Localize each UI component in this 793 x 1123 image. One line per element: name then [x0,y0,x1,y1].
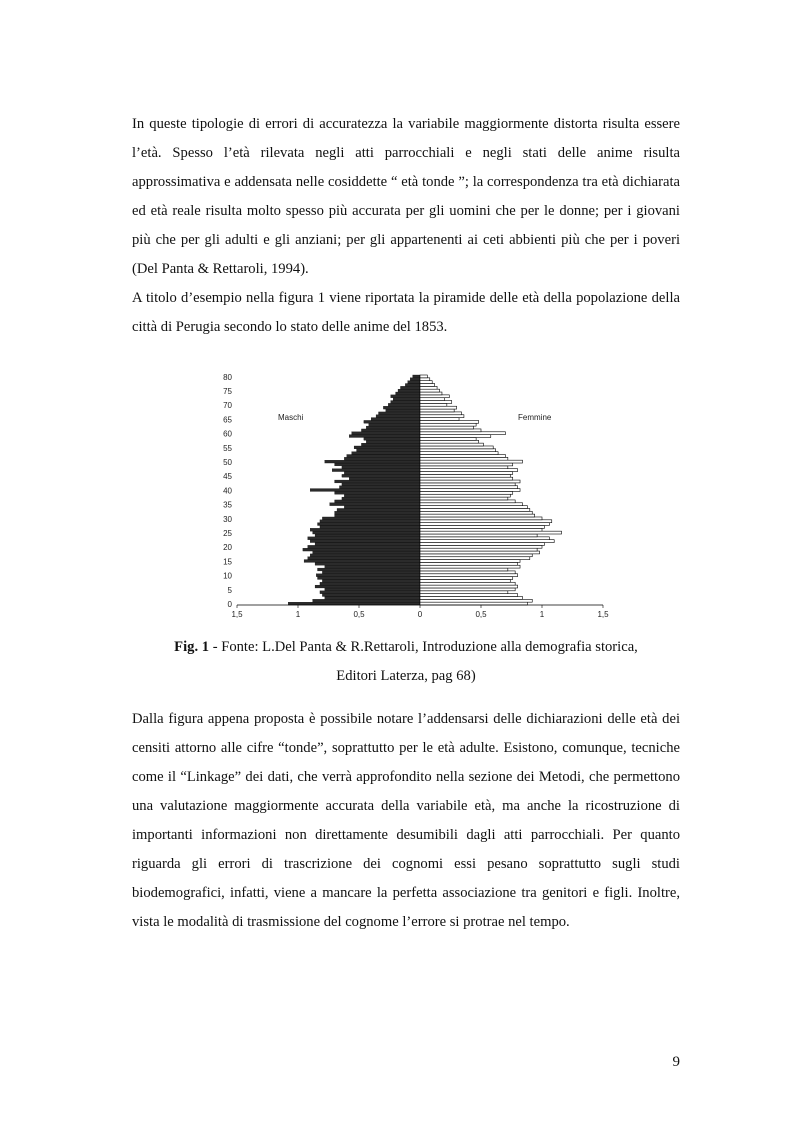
bar-male-age-51 [344,457,420,460]
bar-male-age-34 [344,506,420,509]
bar-female-age-15 [420,560,520,563]
bar-female-age-54 [420,449,496,452]
bar-female-age-38 [420,494,510,497]
bar-male-age-35 [330,503,420,506]
bar-female-age-36 [420,500,515,503]
bar-male-age-55 [354,446,420,449]
legend-label-femmine: Femmine [518,413,552,422]
bar-male-age-41 [339,486,420,489]
bar-female-age-55 [420,446,493,449]
bar-female-age-5 [420,588,515,591]
y-tick-label: 25 [223,529,232,539]
bar-female-age-20 [420,545,542,548]
bar-male-age-27 [320,525,420,528]
bar-female-age-62 [420,426,474,429]
bar-male-age-50 [325,460,420,463]
bar-female-age-76 [420,386,437,389]
bar-male-age-4 [320,591,420,594]
bar-female-age-64 [420,420,479,423]
y-tick-label: 75 [223,387,232,397]
bar-female-age-26 [420,528,542,531]
bar-male-age-32 [335,511,420,514]
page-number: 9 [672,1054,680,1070]
bar-male-age-37 [342,497,420,500]
bar-female-age-65 [420,418,459,421]
bar-male-age-1 [313,599,420,602]
bar-female-age-23 [420,537,549,540]
bar-male-age-22 [310,540,420,543]
bar-female-age-56 [420,443,483,446]
bar-male-age-21 [315,543,420,546]
bar-female-age-60 [420,432,505,435]
bar-male-age-29 [320,520,420,523]
bar-male-age-31 [335,514,420,517]
bar-male-age-69 [383,406,420,409]
bar-male-age-18 [313,551,420,554]
bar-male-age-46 [344,472,420,475]
bar-female-age-47 [420,469,518,472]
bar-male-age-26 [310,528,420,531]
bar-male-age-45 [342,474,420,477]
bar-male-age-64 [364,420,420,423]
bar-female-age-7 [420,582,515,585]
bar-male-age-43 [335,480,420,483]
legend-label-maschi: Maschi [278,413,304,422]
bar-female-age-34 [420,506,527,509]
y-tick-label: 65 [223,415,232,425]
bar-female-age-29 [420,520,552,523]
bar-female-age-11 [420,571,515,574]
bar-male-age-39 [335,491,420,494]
y-tick-label: 45 [223,472,232,482]
bar-female-age-10 [420,574,518,577]
bar-female-age-44 [420,477,513,480]
bar-female-age-70 [420,403,447,406]
bar-female-age-45 [420,474,510,477]
bar-female-age-32 [420,511,532,514]
bar-female-age-19 [420,548,537,551]
y-tick-label: 50 [223,458,232,468]
bar-male-age-67 [379,412,420,415]
bar-male-age-78 [408,381,420,384]
bar-female-age-28 [420,523,549,526]
bar-female-age-30 [420,517,542,520]
x-tick-label: 0,5 [353,610,365,619]
bar-male-age-10 [316,574,420,577]
bar-female-age-14 [420,562,518,565]
bar-male-age-33 [337,508,420,511]
bar-male-age-44 [349,477,420,480]
bar-male-age-80 [413,375,420,378]
bar-male-age-3 [322,594,420,597]
bar-male-age-56 [361,443,420,446]
bar-male-age-53 [352,452,420,455]
bar-female-age-63 [420,423,476,426]
x-tick-label: 1,5 [231,610,243,619]
caption-text-line2: Editori Laterza, pag 68) [336,668,476,684]
bar-male-age-76 [400,386,420,389]
y-tick-label: 0 [227,600,232,609]
bar-female-age-35 [420,503,522,506]
bar-male-age-30 [322,517,420,520]
bar-female-age-51 [420,457,508,460]
bar-female-age-12 [420,568,508,571]
y-tick-label: 35 [223,500,232,510]
x-tick-label: 1 [295,610,301,619]
bar-male-age-72 [393,398,420,401]
y-tick-label: 15 [223,557,232,567]
figure-label: Fig. 1 [174,639,210,655]
bar-male-age-75 [398,389,420,392]
bar-female-age-80 [420,375,427,378]
bar-male-age-8 [322,579,420,582]
x-tick-label: 0 [417,610,423,619]
bar-female-age-8 [420,579,510,582]
y-tick-label: 70 [223,401,232,411]
bar-male-age-66 [376,415,420,418]
bar-male-age-2 [325,596,420,599]
bar-female-age-68 [420,409,454,412]
bar-female-age-41 [420,486,518,489]
y-tick-label: 80 [223,372,232,382]
paragraph-text: Dalla figura appena proposta è possibile notare l’addensarsi delle dichiarazioni delle età dei censiti attorno alle cifre “tonde”, soprattutto per le età adulte. Esistono, comunque, tecniche come il “Linkage” dei dati, che verrà approfondito nella sezione dei Metodi, che permettono una valutazione maggiormente accurata della variabile età, ma anche la ricostruzione di importanti informazioni non direttamente desumibili dagli atti parrocchiali. Per quanto riguarda gli errori di trascrizione dei cognomi essi pesano soprattutto sugli studi biodemografici, infatti, viene a mancare la perfetta associazione tra genitori e figli. Inoltre, vista le modalità di trasmissione del cognome l’errore si protrae nel tempo. [132,711,680,930]
bar-male-age-9 [318,577,420,580]
bar-female-age-71 [420,401,452,404]
population-pyramid-chart [200,365,620,627]
bar-female-age-58 [420,437,476,440]
paragraph-intro [132,110,680,342]
bar-female-age-57 [420,440,479,443]
paragraph-discussion [132,705,680,937]
bar-male-age-68 [386,409,420,412]
bar-female-age-18 [420,551,540,554]
bar-female-age-39 [420,491,513,494]
bar-female-age-42 [420,483,515,486]
y-tick-label: 10 [223,571,232,581]
bar-male-age-61 [361,429,420,432]
bar-female-age-77 [420,384,435,387]
bar-male-age-71 [391,401,420,404]
bar-male-age-48 [342,466,420,469]
bar-female-age-67 [420,412,461,415]
bar-female-age-74 [420,392,442,395]
bar-female-age-61 [420,429,481,432]
bar-male-age-19 [303,548,420,551]
bar-female-age-31 [420,514,535,517]
y-tick-label: 40 [223,486,232,496]
bar-male-age-17 [310,554,420,557]
y-tick-label: 55 [223,443,232,453]
bar-female-age-43 [420,480,520,483]
bar-male-age-49 [335,463,420,466]
bar-male-age-12 [318,568,420,571]
bar-male-age-28 [318,523,420,526]
bar-male-age-16 [308,557,420,560]
bar-male-age-77 [405,384,420,387]
bar-male-age-36 [335,500,420,503]
y-tick-label: 5 [227,585,232,595]
bar-female-age-72 [420,398,444,401]
bar-female-age-66 [420,415,464,418]
x-tick-label: 1 [539,610,545,619]
bar-male-age-20 [308,545,420,548]
bar-male-age-40 [310,489,420,492]
bar-female-age-33 [420,508,530,511]
bar-male-age-70 [388,403,420,406]
y-tick-label: 30 [223,514,232,524]
bar-female-age-2 [420,596,522,599]
bar-male-age-5 [325,588,420,591]
bar-female-age-25 [420,531,562,534]
bar-female-age-40 [420,489,520,492]
bar-female-age-46 [420,472,513,475]
bar-male-age-60 [352,432,420,435]
bar-female-age-3 [420,594,518,597]
bar-female-age-37 [420,497,508,500]
bar-female-age-1 [420,599,532,602]
bar-female-age-9 [420,577,513,580]
bar-male-age-23 [308,537,420,540]
x-tick-label: 1,5 [597,610,609,619]
bar-male-age-0 [288,602,420,605]
bar-male-age-62 [366,426,420,429]
bar-female-age-0 [420,602,527,605]
bar-male-age-79 [410,378,420,381]
bar-female-age-75 [420,389,440,392]
y-tick-label: 60 [223,429,232,439]
x-tick-label: 0,5 [475,610,487,619]
bar-male-age-25 [313,531,420,534]
bar-male-age-58 [364,437,420,440]
bar-male-age-57 [366,440,420,443]
bar-female-age-53 [420,452,498,455]
bar-female-age-22 [420,540,554,543]
bar-male-age-54 [357,449,420,452]
figure-caption [132,633,680,691]
caption-text: - Fonte: L.Del Panta & R.Rettaroli, Introduzione alla demografia storica, [209,639,638,655]
bar-male-age-6 [315,585,420,588]
bar-female-age-73 [420,395,449,398]
bar-female-age-52 [420,455,505,458]
bar-male-age-7 [320,582,420,585]
bar-male-age-42 [342,483,420,486]
bar-male-age-74 [396,392,420,395]
bar-female-age-49 [420,463,513,466]
bar-male-age-38 [344,494,420,497]
bar-female-age-6 [420,585,518,588]
bar-female-age-17 [420,554,532,557]
bar-female-age-21 [420,543,544,546]
bar-male-age-65 [371,418,420,421]
bar-female-age-13 [420,565,520,568]
bar-female-age-27 [420,525,544,528]
bar-female-age-4 [420,591,508,594]
bar-female-age-50 [420,460,522,463]
bar-female-age-79 [420,378,430,381]
population-pyramid-figure [200,365,620,627]
bar-female-age-16 [420,557,530,560]
bar-male-age-14 [315,562,420,565]
bar-male-age-11 [322,571,420,574]
bar-female-age-24 [420,534,537,537]
bar-female-age-69 [420,406,457,409]
paragraph-text: In queste tipologie di errori di accuratezza la variabile maggiormente distorta risulta essere l’età. Spesso l’età rilevata negli atti parrocchiali e negli stati delle anime risulta approssimativa e addensata nelle cosiddette “ età tonde ”; la correspondenza tra età dichiarata ed età reale risulta molto spesso più accurata per gli uomini che per le donne; per i giovani più che per gli adulti e gli anziani; per gli appartenenti ai ceti abbienti più che per i poveri (Del Panta & Rettaroli, 1994). [132,116,680,277]
bar-male-age-73 [391,395,420,398]
bar-male-age-24 [315,534,420,537]
paragraph-text-2: A titolo d’esempio nella figura 1 viene riportata la piramide delle età della popolazione della città di Perugia secondo lo stato delle anime del 1853. [132,290,680,335]
bar-male-age-59 [349,435,420,438]
bar-male-age-63 [369,423,420,426]
bar-female-age-48 [420,466,508,469]
bar-male-age-52 [347,455,420,458]
bar-male-age-15 [304,560,420,563]
bar-female-age-59 [420,435,491,438]
bar-male-age-13 [325,565,420,568]
y-tick-label: 20 [223,543,232,553]
bar-male-age-47 [332,469,420,472]
bar-female-age-78 [420,381,432,384]
